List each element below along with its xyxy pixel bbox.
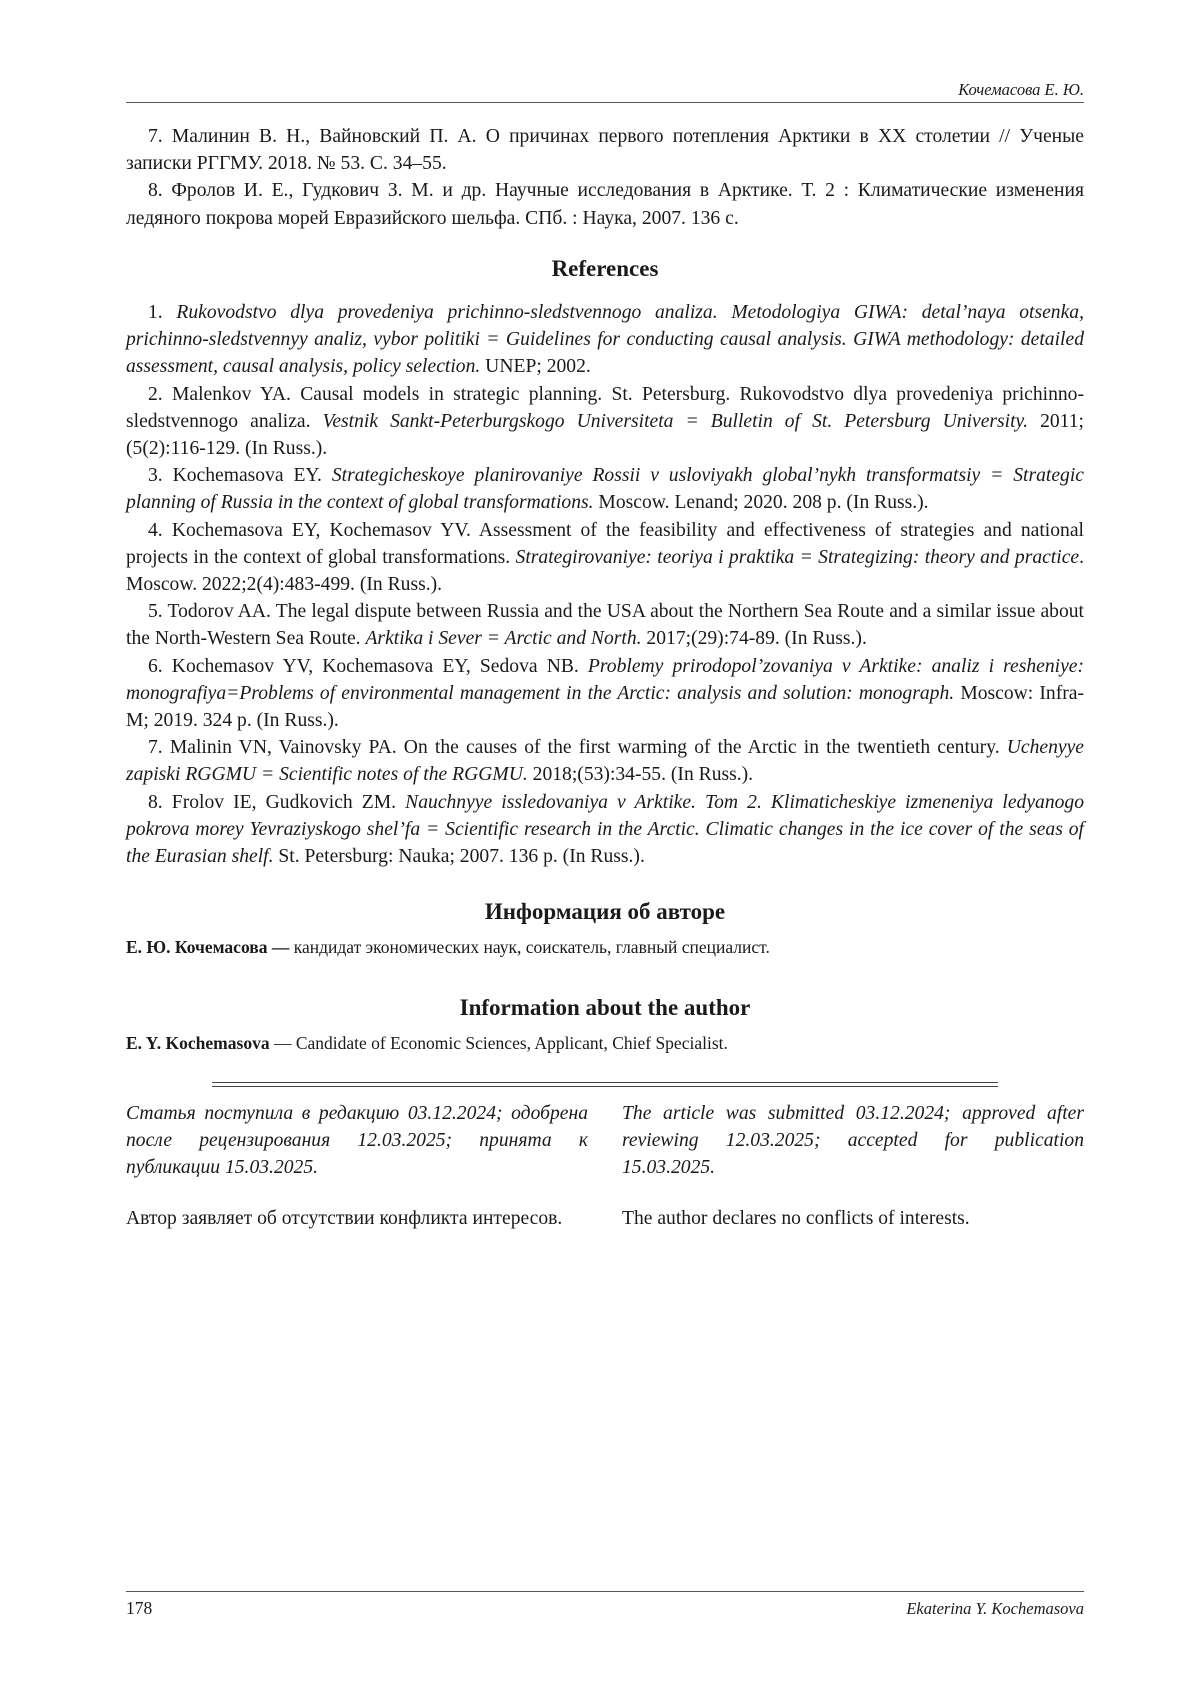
reference-text: Todorov AA. The legal dispute between Russia and the USA about the Northern Sea Route and a similar issue about the North-Western Sea Route. (126, 601, 1084, 650)
author-description: — Candidate of Economic Sciences, Applicant, Chief Specialist. (269, 1033, 728, 1053)
reference-title: Strategicheskoye planirovaniye Rossii v usloviyakh global’nykh transformatsiy = Strategic planning of Russia in the context of global transformations. (126, 465, 1084, 514)
reference-title: Nauchnyye issledovaniya v Arktike. Tom 2. Klimaticheskiye izmeneniya ledyanogo pokrova morey Yevraziyskogo shel’fa = Scientific research in the Arctic. Climatic changes in the ice cover of the seas of the Eurasian shelf. (126, 791, 1085, 868)
reference-entry (126, 734, 1084, 788)
reference-entry (126, 517, 1084, 599)
author-info-en (126, 1033, 1084, 1054)
reference-entry (126, 598, 1084, 652)
author-name: Е. Ю. Кочемасова — (126, 937, 294, 957)
author-info-heading-ru: Информация об авторе (484, 899, 726, 924)
conflict-statement-en: The author declares no conflicts of interests. (622, 1208, 970, 1229)
reference-text: Kochemasova EY, Kochemasov YV. Assessment of the feasibility and effectiveness of strategies and national projects in the context of global transformations. (126, 519, 1084, 568)
reference-text: 2017;(29):74-89. (In Russ.). (641, 628, 867, 650)
russian-reference-list (126, 123, 1084, 232)
running-foot: Ekaterina Y. Kochemasova (906, 1599, 1084, 1618)
reference-entry: 7. Малинин В. Н., Вайновский П. А. О причинах первого потепления Арктики в XX столетии // Ученые записки РГГМУ. 2018. № 53. С. 34–55. (126, 126, 1084, 175)
running-head: Кочемасова Е. Ю. (958, 80, 1084, 99)
reference-entry (126, 299, 1084, 381)
reference-title: Rukovodstvo dlya provedeniya prichinno-sledstvennogo analiza. Metodologiya GIWA: detal’naya otsenka, prichinno-sledstvennyy analiz, vybor politiki = Guidelines for conducting causal analysis. GIWA methodology: detailed assessment, causal analysis, policy selection. (126, 302, 1084, 378)
reference-number: 5. (148, 601, 168, 623)
conflict-statement-ru: Автор заявляет об отсутствии конфликта интересов. (126, 1208, 563, 1229)
references-list (126, 299, 1084, 870)
reference-text: UNEP; 2002. (480, 356, 591, 378)
reference-text: . Moscow. 2022;2(4):483-499. (In Russ.). (126, 546, 1084, 596)
reference-text: Kochemasov YV, Kochemasova EY, Sedova NB. (171, 655, 588, 677)
reference-title: Uchenyye zapiski RGGMU = Scientific notes of the RGGMU. (126, 737, 1084, 786)
reference-entry: 8. Фролов И. Е., Гудкович З. М. и др. Научные исследования в Арктике. Т. 2 : Климатические изменения ледяного покрова морей Евразийского шельфа. СПб. : Наука, 2007. 136 с. (126, 180, 1084, 229)
reference-number: 8. (148, 791, 172, 813)
reference-number: 4. (148, 519, 172, 541)
reference-entry (126, 789, 1084, 871)
reference-number: 1. (148, 302, 177, 323)
reference-text: Malenkov YA. Causal models in strategic planning. St. Petersburg. Rukovodstvo dlya provedeniya prichinno-sledstvennogo analiza. (126, 383, 1084, 432)
reference-number: 2. (148, 383, 172, 405)
reference-text: 2011;(5(2):116-129. (In Russ.). (126, 410, 1084, 460)
reference-text: Malinin VN, Vainovsky PA. On the causes of the first warming of the Arctic in the twentieth century. (169, 737, 1007, 759)
reference-entry (126, 462, 1084, 516)
reference-number: 3. (148, 465, 173, 487)
reference-number: 7. (148, 737, 170, 759)
reference-text: 2018;(53):34-55. (In Russ.). (527, 764, 754, 786)
author-info-ru (126, 937, 1084, 958)
reference-text: Moscow: Infra-M; 2019. 324 p. (In Russ.). (126, 682, 1084, 732)
header-rule (126, 102, 1084, 103)
footer-rule (126, 1591, 1084, 1592)
page-number: 178 (126, 1598, 153, 1618)
reference-number: 6. (148, 655, 172, 677)
reference-text: Moscow. Lenand; 2020. 208 p. (In Russ.). (593, 492, 929, 514)
author-info-heading-en: Information about the author (459, 995, 751, 1020)
reference-text: Kochemasova EY. (172, 465, 332, 487)
author-name: E. Y. Kochemasova (126, 1033, 270, 1053)
reference-title: Problemy prirodopol’zovaniya v Arktike: analiz i resheniye: monografiya=Problems of environmental management in the Arctic: analysis and solution: monograph. (126, 655, 1084, 704)
reference-text: Frolov IE, Gudkovich ZM. (171, 791, 406, 813)
author-description: кандидат экономических наук, соискатель, главный специалист. (293, 937, 770, 957)
reference-title: Vestnik Sankt-Peterburgskogo Universiteta = Bulletin of St. Petersburg University. (322, 410, 1029, 432)
submission-dates-en: The article was submitted 03.12.2024; approved after reviewing 12.03.2025; accepted for publication 15.03.2025. (622, 1103, 1084, 1179)
reference-title: Arktika i Sever = Arctic and North. (365, 628, 642, 650)
submission-dates-ru: Статья поступила в редакцию 03.12.2024; одобрена после рецензирования 12.03.2025; принята к публикации 15.03.2025. (126, 1103, 588, 1179)
reference-entry (126, 653, 1084, 735)
reference-entry (126, 381, 1084, 463)
references-heading: References (551, 256, 659, 281)
reference-text: St. Petersburg: Nauka; 2007. 136 p. (In Russ.). (273, 846, 645, 868)
section-divider (212, 1082, 998, 1087)
reference-title: Strategirovaniye: teoriya i praktika = Strategizing: theory and practice (515, 546, 1080, 568)
